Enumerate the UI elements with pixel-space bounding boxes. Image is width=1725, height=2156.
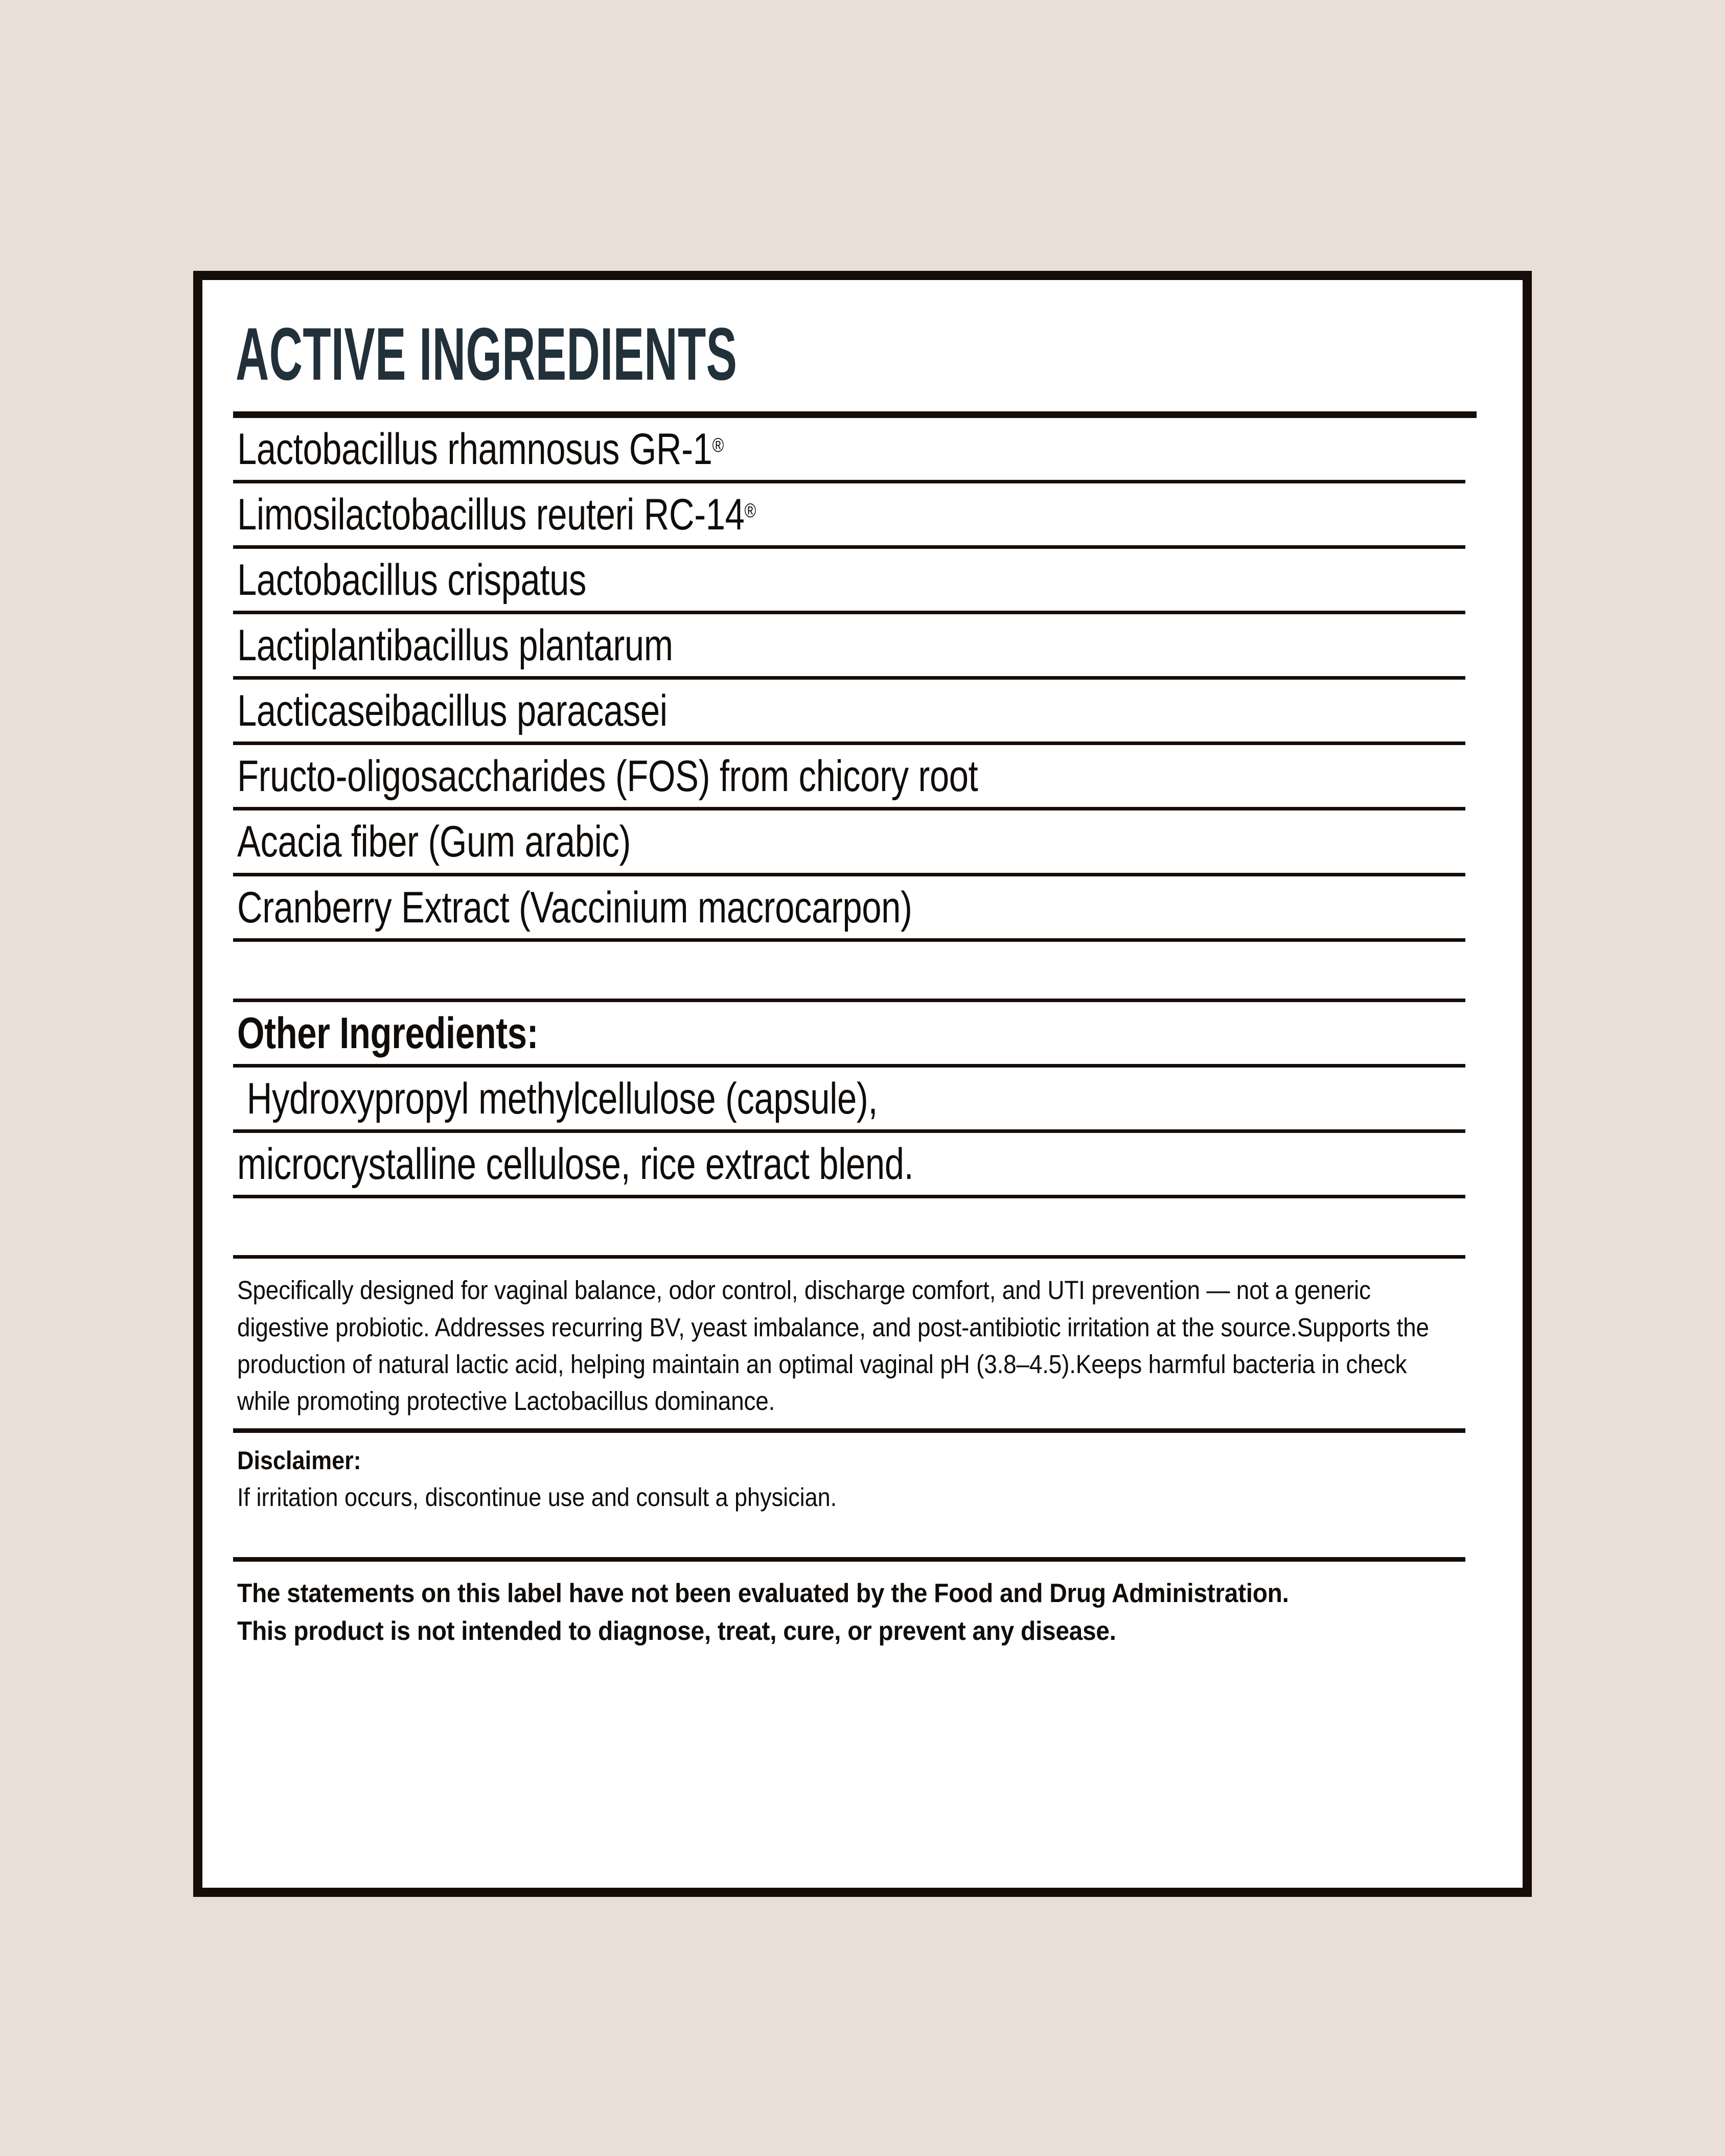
description-block bbox=[233, 1259, 1465, 1433]
fda-divider bbox=[233, 1557, 1465, 1562]
fda-statement-line-2: This product is not intended to diagnose, treat, cure, or prevent any disease. bbox=[237, 1616, 1116, 1646]
disclaimer-heading: Disclaimer: bbox=[237, 1446, 361, 1475]
other-ingredients-line: Hydroxypropyl methylcellulose (capsule), bbox=[237, 1074, 878, 1123]
ingredient-row bbox=[233, 680, 1465, 745]
ingredient-name: Limosilactobacillus reuteri RC-14® bbox=[237, 490, 756, 539]
fda-statement-line-1: The statements on this label have not been evaluated by the Food and Drug Administration. bbox=[237, 1578, 1289, 1608]
other-ingredients-heading: Other Ingredients: bbox=[237, 1008, 539, 1058]
ingredient-name: Lactobacillus rhamnosus GR-1® bbox=[237, 424, 724, 474]
ingredient-row bbox=[233, 745, 1465, 810]
ingredient-row bbox=[233, 549, 1465, 614]
ingredient-name: Acacia fiber (Gum arabic) bbox=[237, 817, 631, 867]
registered-trademark-icon: ® bbox=[712, 434, 724, 456]
other-ingredients-line: microcrystalline cellulose, rice extract blend. bbox=[237, 1140, 914, 1189]
page-title: ACTIVE INGREDIENTS bbox=[235, 312, 738, 396]
ingredient-row bbox=[233, 418, 1465, 483]
ingredient-row bbox=[233, 614, 1465, 680]
ingredients-panel bbox=[193, 271, 1532, 1897]
ingredient-row bbox=[233, 876, 1465, 942]
other-ingredients-row bbox=[233, 1068, 1465, 1133]
panel-inner bbox=[202, 280, 1523, 1888]
ingredient-name: Lactobacillus crispatus bbox=[237, 555, 586, 605]
ingredient-name: Cranberry Extract (Vaccinium macrocarpon) bbox=[237, 883, 912, 932]
ingredient-row bbox=[233, 483, 1465, 549]
title-divider bbox=[233, 411, 1477, 418]
other-ingredients-row bbox=[233, 1133, 1465, 1198]
ingredient-name: Fructo-oligosaccharides (FOS) from chicory root bbox=[237, 752, 978, 801]
disclaimer-block bbox=[233, 1433, 1465, 1532]
registered-trademark-icon: ® bbox=[744, 499, 756, 522]
fda-statement-block bbox=[233, 1562, 1465, 1651]
description-text: Specifically designed for vaginal balance, odor control, discharge comfort, and UTI prevention — not a generic digestive probiotic. Addresses recurring BV, yeast imbalance, and post-antibiotic irritation at the source.Supports the production of natural lactic acid, helping maintain an optimal vaginal pH (3.8–4.5).Keeps harmful bacteria in check while promoting protective Lactobacillus dominance. bbox=[237, 1276, 1429, 1416]
other-ingredients-heading-row bbox=[233, 1002, 1465, 1068]
ingredient-row bbox=[233, 810, 1465, 876]
active-ingredients-list bbox=[233, 418, 1492, 1259]
spacer-row bbox=[233, 1198, 1465, 1259]
disclaimer-text: If irritation occurs, discontinue use and consult a physician. bbox=[237, 1482, 837, 1512]
spacer-row bbox=[233, 942, 1465, 1002]
ingredient-name: Lactiplantibacillus plantarum bbox=[237, 620, 673, 670]
ingredient-name: Lacticaseibacillus paracasei bbox=[237, 686, 668, 736]
